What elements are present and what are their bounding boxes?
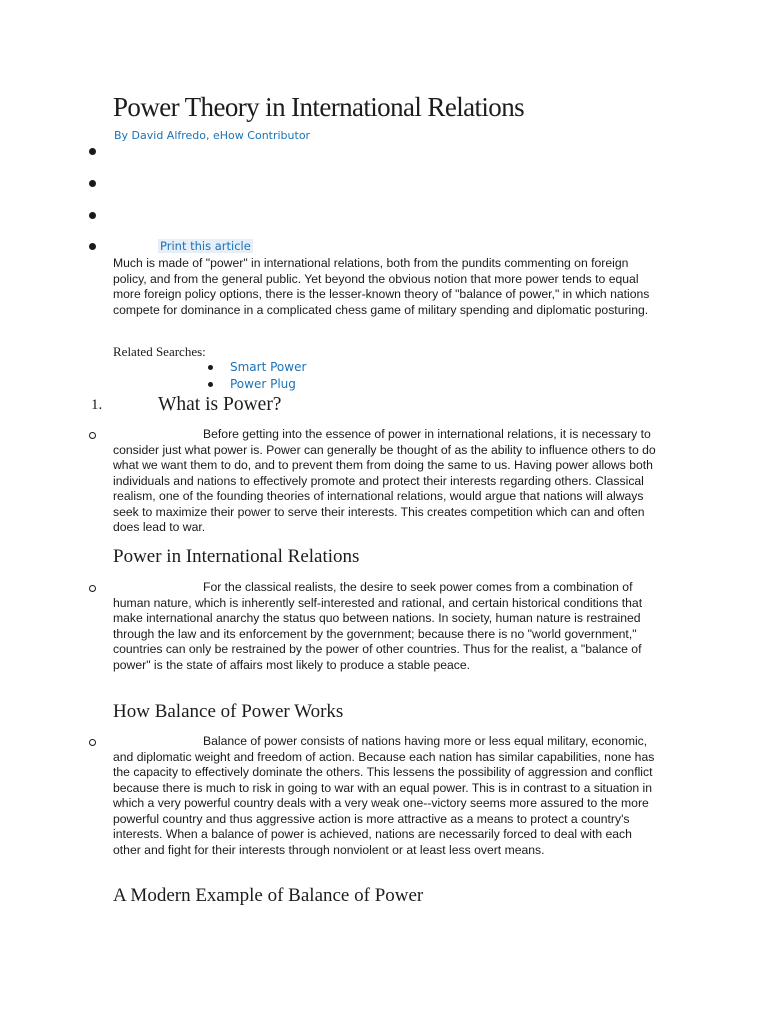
share-bullet (89, 243, 96, 250)
share-bullet (89, 148, 96, 155)
article-title: Power Theory in International Relations (113, 92, 524, 122)
related-searches-label: Related Searches: (113, 344, 206, 359)
section-bullet-circle (89, 585, 96, 592)
related-link-power-plug[interactable]: Power Plug (230, 377, 296, 391)
section-bullet-circle (89, 432, 96, 439)
print-article-link[interactable]: Print this article (160, 239, 251, 253)
related-link-smart-power[interactable]: Smart Power (230, 360, 307, 374)
related-bullet (208, 365, 213, 370)
section-heading-modern-example: A Modern Example of Balance of Power (113, 885, 424, 906)
intro-paragraph: Much is made of "power" in international relations, both from the pundits commenting on foreign policy, and from the general public. Yet beyond the obvious notion that more power tends to equal more foreign policy options, there is the lesser-known theory of "balance of power," in which nations compete for dominance in a complicated chess game of military spending and diplomatic posturing. (113, 256, 650, 317)
section-body-balance-of-power: Balance of power consists of nations having more or less equal military, economic, and diplomatic weight and freedom of action. Because each nation has similar capabilities, none has the capacity to effectively dominate the others. This lessens the possibility of aggression and conflict because there is much to risk in going to war with an equal power. This is in contrast to a situation in which a very powerful country deals with a very weak one--victory seems more assured to the more powerful country and thus aggressive action is more attractive as a means to protect a country's interests. When a balance of power is achieved, nations are necessarily forced to deal with each other and fight for their interests through nonviolent or at least less overt means. (113, 734, 655, 857)
author-byline[interactable]: By David Alfredo, eHow Contributor (114, 129, 311, 142)
section-bullet-circle (89, 739, 96, 746)
share-bullet (89, 180, 96, 187)
section-heading-what-is-power: What is Power? (158, 394, 282, 415)
related-bullet (208, 382, 213, 387)
section-body-what-is-power: Before getting into the essence of power in international relations, it is necessary to consider just what power is. Power can generally be thought of as the ability to influence others to do what we want them to do, and to prevent them from doing the same to us. Having power allows both individuals and nations to effectively promote and protect their interests regarding others. Classical realism, one of the founding theories of international relations, would argue that nations will always seek to maximize their power to serve their interests. This creates competition which can and often does lead to war. (113, 427, 656, 534)
share-bullet (89, 212, 96, 219)
section-body-power-in-ir: For the classical realists, the desire to seek power comes from a combination of human nature, which is inherently self-interested and rational, and certain historical conditions that make international anarchy the status quo between nations. In society, human nature is restrained through the law and its enforcement by the government; because there is no "world government," countries can only be restrained by the power of other countries. Thus for the realist, a "balance of power" is the state of affairs most likely to produce a stable peace. (113, 580, 643, 672)
section-heading-balance-of-power: How Balance of Power Works (113, 701, 344, 722)
list-number: 1. (91, 397, 103, 413)
section-heading-power-in-ir: Power in International Relations (113, 546, 360, 567)
